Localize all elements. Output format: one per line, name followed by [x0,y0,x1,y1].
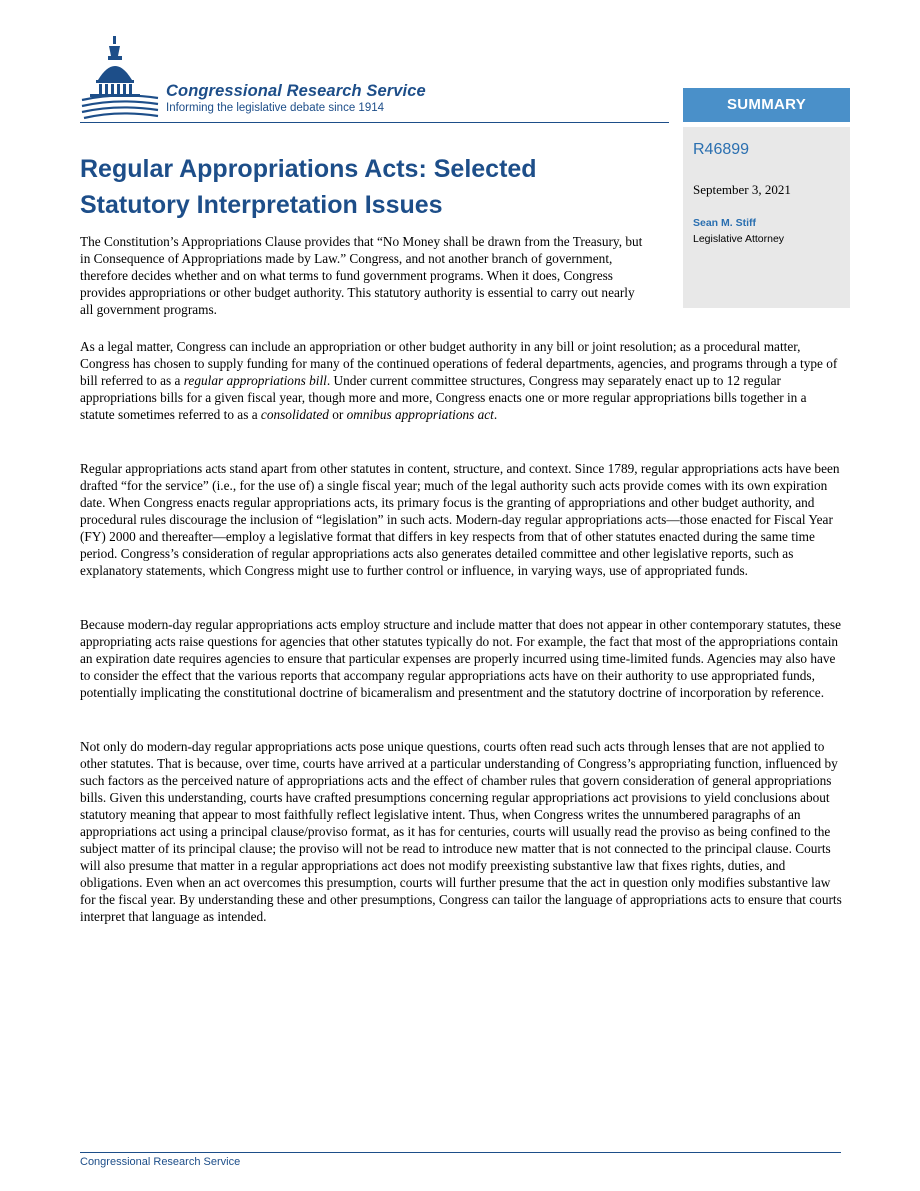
emphasized-term: regular appropriations bill [183,373,327,388]
summary-paragraph-5 [80,738,842,925]
text-run: Regular appropriations acts stand apart from other statutes in content, structure, and context. Since 1789, regular appropriations acts have been drafted “for the service” (i.e., for the use of) a single fiscal year; much of the legal authority such acts provide comes with its own expiration date. When Congress enacts regular appropriations acts, its primary focus is the granting of appropriations and other budget authority, and procedural rules discourage the inclusion of “legislation” in such acts. Modern-day regular appropriations acts—those enacted for Fiscal Year (FY) 2000 and thereafter—employ a legislative format that differs in key respects from that of other statutes enacted during the same time period. Congress’s consideration of regular appropriations acts also generates detailed committee and other legislative reports, such as explanatory statements, which Congress might use to further control or influence, in varying ways, use of appropriated funds. [80,461,840,578]
text-run: or [328,407,347,422]
summary-paragraph-4 [80,616,842,701]
text-run: Because modern-day regular appropriations acts employ structure and include matter that does not appear in other contemporary statutes, these appropriating acts raise questions for agencies that other statutes typically do not. For example, the fact that most of the appropriations contain an expiration date requires agencies to ensure that particular expenses are properly incurred using time-limited funds. Agencies may also have to consider the effect that the various reports that accompany regular appropriations acts have on their authority to use appropriated funds, potentially implicating the constitutional doctrine of bicameralism and presentment and the statutory doctrine of incorporation by reference. [80,617,841,700]
report-number: R46899 [693,141,750,158]
text-run: The Constitution’s Appropriations Clause provides that “No Money shall be drawn from the Treasury, but in Consequence of Appropriations made by Law.” Congress, and not another branch of government, therefore decides whether and on what terms to fund government programs. When it does, Congress provides appropriations or other budget authority. This statutory authority is essential to carry out nearly all government programs. [80,234,643,317]
emphasized-term: omnibus appropriations act [346,407,494,422]
summary-paragraph-1 [80,233,645,318]
footer-divider [80,1152,841,1153]
text-run: Not only do modern-day regular appropriations acts pose unique questions, courts often read such acts through lenses that are not applied to other statutes. That is because, over time, courts have arrived at a particular understanding of Congress’s appropriating function, influenced by such factors as the perceived nature of appropriations acts and the effect of chamber rules that govern consideration of general appropriations bills. Given this understanding, courts have crafted presumptions concerning regular appropriations act provisions to yield conclusions about statutory meaning that appear to most faithfully reflect legislative intent. Thus, when Congress writes the unnumbered paragraphs of an appropriations act using a principal clause/proviso format, as it has for centuries, courts will usually read the proviso as being confined to the subject matter of its principal clause; the proviso will not be read to introduce new matter that is not connected to the principal clause. Courts will also presume that matter in a regular appropriations act does not modify preexisting substantive law that fixes rights, duties, and obligations. Even when an act overcomes this presumption, courts will further presume that the act in question only modifies substantive law for the fiscal year. By understanding these and other presumptions, Congress can tailor the language of appropriations acts to ensure that courts interpret that language as intended. [80,739,842,924]
text-run: As a legal matter, Congress can include an appropriation or other budget authority in any bill or joint resolution; as a procedural matter, Congress has chosen to supply funding for many of the continued operations of federal departments, agencies, and programs through a type of bill referred to as a [80,339,838,388]
org-tagline: Informing the legislative debate since 1914 [166,102,385,114]
summary-tab: SUMMARY [683,88,850,122]
author-name: Sean M. Stiff [693,217,757,229]
crs-logo[interactable] [80,34,480,124]
org-name: Congressional Research Service [166,82,426,100]
summary-panel [683,127,850,308]
author-title: Legislative Attorney [693,233,785,245]
emphasized-term: consolidated [260,407,329,422]
text-run: . [493,407,498,422]
report-date: September 3, 2021 [693,182,791,197]
text-run: . Under current committee structures, Congress may separately enact up to 12 regular appropriations bills for a given fiscal year, though more and more, Congress enacts one or more regular appropriations bills together in a statute sometimes referred to as a [80,373,807,422]
header-divider [80,122,669,123]
footer-org-name: Congressional Research Service [80,1156,241,1168]
page-title: Regular Appropriations Acts: Selected Statutory Interpretation Issues [80,155,537,219]
capitol-dome-icon [80,34,160,124]
summary-paragraph-3 [80,460,842,579]
summary-paragraph-2 [80,338,842,423]
